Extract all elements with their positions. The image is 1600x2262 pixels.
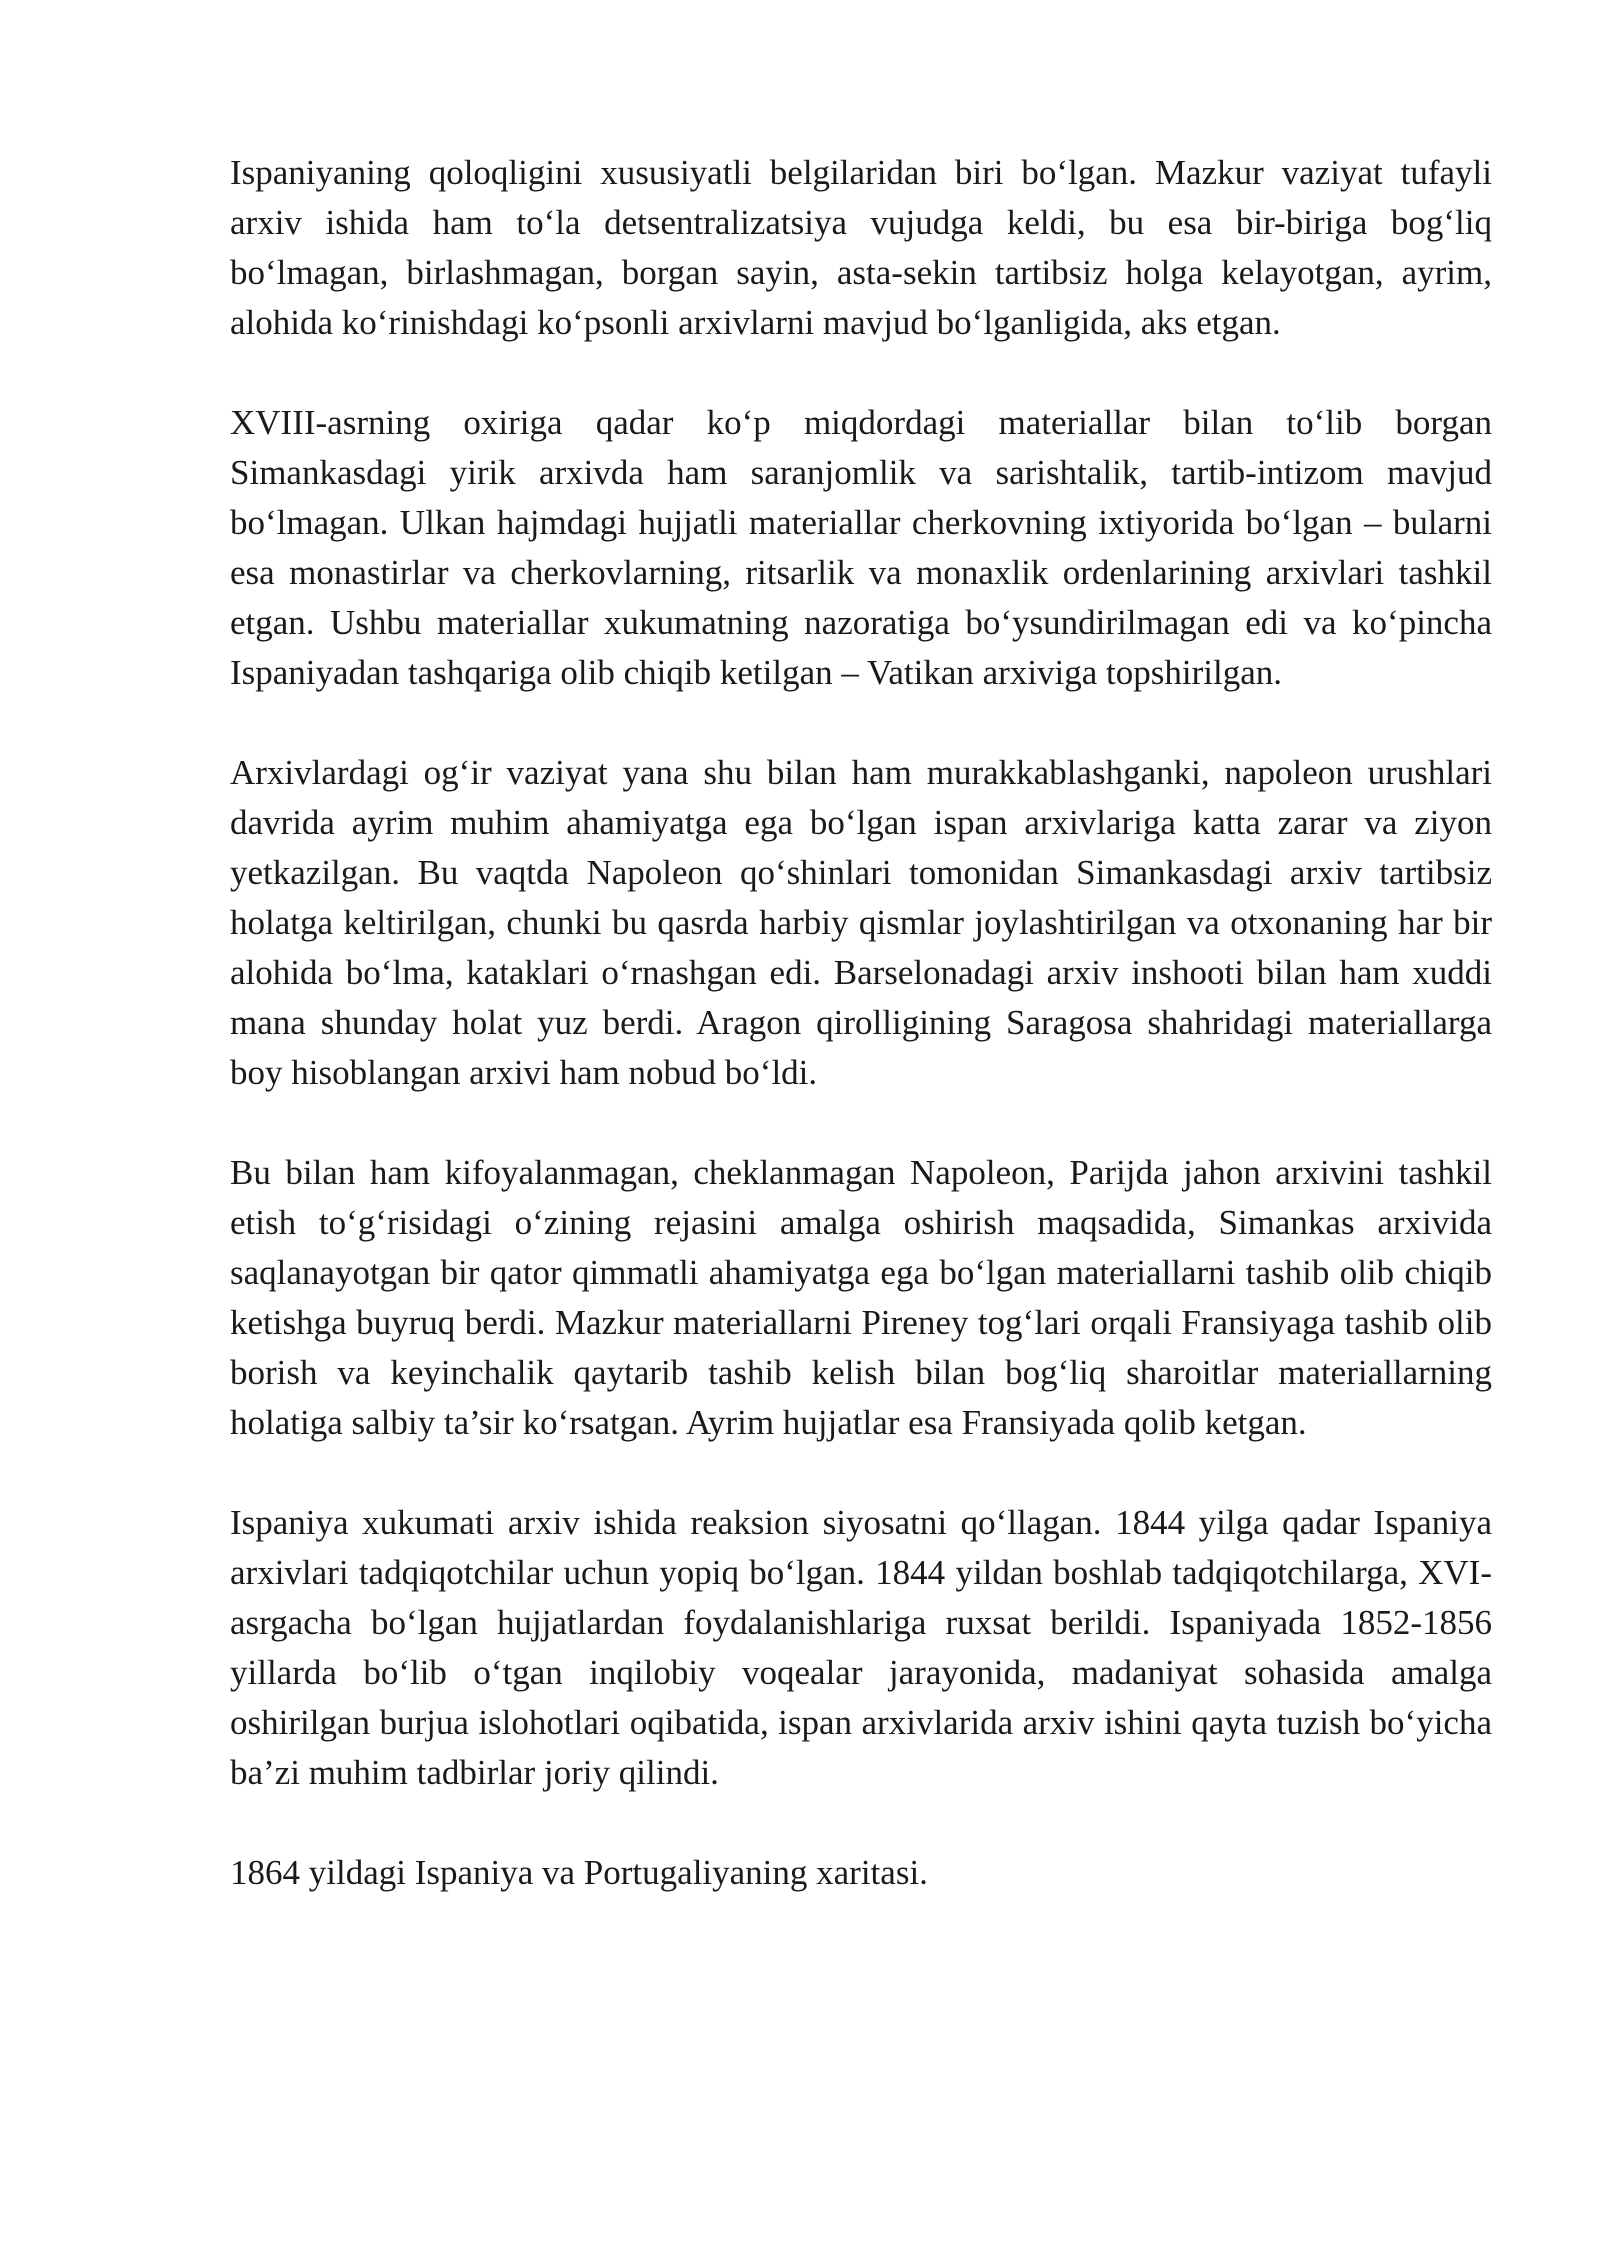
paragraph-2: XVIII-asrning oxiriga qadar ko‘p miqdordagi materiallar bilan to‘lib borgan Simankasdagi yirik arxivda ham saranjomlik va sarishtalik, tartib-intizom mavjud bo‘lmagan. Ulkan hajmdagi hujjatli materiallar cherkovning ixtiyorida bo‘lgan – bularni esa monastirlar va cherkovlarning, ritsarlik va monaxlik ordenlarining arxivlari tashkil etgan. Ushbu materiallar xukumatning nazoratiga bo‘ysundirilmagan edi va ko‘pincha Ispaniyadan tashqariga olib chiqib ketilgan – Vatikan arxiviga topshirilgan. [230,403,1492,692]
paragraph-4: Bu bilan ham kifoyalanmagan, cheklanmagan Napoleon, Parijda jahon arxivini tashkil etish to‘g‘risidagi o‘zining rejasini amalga oshirish maqsadida, Simankas arxivida saqlanayotgan bir qator qimmatli ahamiyatga ega bo‘lgan materiallarni tashib olib chiqib ketishga buyruq berdi. Mazkur materiallarni Pireney tog‘lari orqali Fransiyaga tashib olib borish va keyinchalik qaytarib tashib kelish bilan bog‘liq sharoitlar materiallarning holatiga salbiy ta’sir ko‘rsatgan. Ayrim hujjatlar esa Fransiyada qolib ketgan. [230,1153,1492,1442]
paragraph-1: Ispaniyaning qoloqligini xususiyatli belgilaridan biri bo‘lgan. Mazkur vaziyat tufayli arxiv ishida ham to‘la detsentralizatsiya vujudga keldi, bu esa bir-biriga bog‘liq bo‘lmagan, birlashmagan, borgan sayin, asta-sekin tartibsiz holga kelayotgan, ayrim, alohida ko‘rinishdagi ko‘psonli arxivlarni mavjud bo‘lganligida, aks etgan. [230,153,1492,342]
map-caption: 1864 yildagi Ispaniya va Portugaliyaning xaritasi. [230,1853,928,1892]
paragraph-3: Arxivlardagi og‘ir vaziyat yana shu bilan ham murakkablashganki, napoleon urushlari davrida ayrim muhim ahamiyatga ega bo‘lgan ispan arxivlariga katta zarar va ziyon yetkazilgan. Bu vaqtda Napoleon qo‘shinlari tomonidan Simankasdagi arxiv tartibsiz holatga keltirilgan, chunki bu qasrda harbiy qismlar joylashtirilgan va otxonaning har bir alohida bo‘lma, kataklari o‘rnashgan edi. Barselonadagi arxiv inshooti bilan ham xuddi mana shunday holat yuz berdi. Aragon qirolligining Saragosa shahridagi materiallarga boy hisoblangan arxivi ham nobud bo‘ldi. [230,753,1492,1092]
paragraph-5: Ispaniya xukumati arxiv ishida reaksion siyosatni qo‘llagan. 1844 yilga qadar Ispaniya arxivlari tadqiqotchilar uchun yopiq bo‘lgan. 1844 yildan boshlab tadqiqotchilarga, XVI-asrgacha bo‘lgan hujjatlardan foydalanishlariga ruxsat berildi. Ispaniyada 1852-1856 yillarda bo‘lib o‘tgan inqilobiy voqealar jarayonida, madaniyat sohasida amalga oshirilgan burjua islohotlari oqibatida, ispan arxivlarida arxiv ishini qayta tuzish bo‘yicha ba’zi muhim tadbirlar joriy qilindi. [230,1503,1492,1792]
document-body [230,148,1492,1898]
